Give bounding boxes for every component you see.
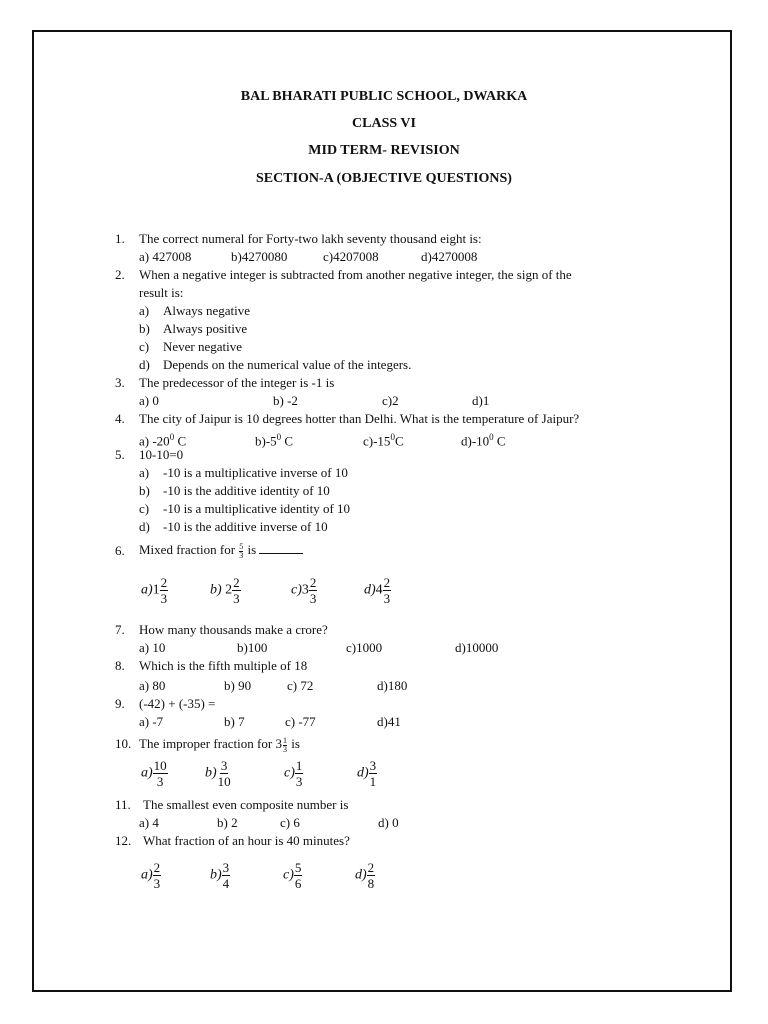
q11-option-b: b) 2: [217, 815, 238, 830]
q9-option-c: c) -77: [285, 714, 316, 729]
q7-option-a: a) 10: [139, 640, 166, 655]
q11-text: The smallest even composite number is: [143, 797, 349, 812]
q5-number: 5.: [115, 447, 125, 462]
q7-option-c: c)1000: [346, 640, 383, 655]
q4-option-d: $d)-10^0$ C: [461, 432, 506, 449]
q6-answer-blank: [259, 542, 303, 554]
q9-option-d: d)41: [377, 714, 401, 729]
q6-option-b: b) 2 $\frac{2}{3}$: [210, 575, 240, 606]
q5-option-b: -10 is the additive identity of 10: [163, 483, 330, 498]
q2-option-a-label: a): [139, 303, 150, 318]
q12-option-d: d) $\frac{2}{8}$: [355, 860, 375, 891]
q11-option-a: a) 4: [139, 815, 159, 830]
q1-option-c: c)4207008: [323, 249, 379, 264]
q9-text: (-42) + (-35) =: [139, 696, 216, 711]
q10-number: 10.: [115, 736, 132, 751]
q12-option-b: b) $\frac{3}{4}$: [210, 860, 230, 891]
q10-option-c: c) $\frac{1}{3}$: [284, 758, 303, 789]
q8-option-b: b) 90: [224, 678, 252, 693]
q5-text: 10-10=0: [139, 447, 184, 462]
q2-text-continued: result is:: [139, 285, 184, 300]
q10-inline-fraction: $\frac{1}{3}$: [282, 735, 287, 754]
school-name: BAL BHARATI PUBLIC SCHOOL, DWARKA: [240, 89, 528, 104]
q2-option-d: Depends on the numerical value of the integers.: [163, 357, 412, 372]
q3-option-c: c)2: [382, 393, 399, 408]
q2-option-b: Always positive: [163, 321, 248, 336]
q3-option-d: d)1: [472, 393, 490, 408]
q7-option-d: d)10000: [455, 640, 499, 655]
q8-option-d: d)180: [377, 678, 408, 693]
exam-title: MID TERM- REVISION: [308, 143, 460, 158]
q10-option-a: a) $\frac{10}{3}$: [141, 758, 167, 789]
q8-number: 8.: [115, 658, 125, 673]
q3-number: 3.: [115, 375, 125, 390]
q2-text: When a negative integer is subtracted from another negative integer, the sign of the: [139, 267, 572, 282]
q1-option-a: a) 427008: [139, 249, 192, 264]
q9-number: 9.: [115, 696, 125, 711]
q8-option-a: a) 80: [139, 678, 166, 693]
q3-option-b: b) -2: [273, 393, 298, 408]
q12-number: 12.: [115, 833, 132, 848]
q1-option-d: d)4270008: [421, 249, 478, 264]
q2-number: 2.: [115, 267, 125, 282]
q5-option-d-label: d): [139, 519, 150, 534]
q10-text: The improper fraction for 3 $\frac{1}{3}$ is: [139, 735, 300, 754]
q12-option-a: a) $\frac{2}{3}$: [141, 860, 161, 891]
q12-option-c: c) $\frac{5}{6}$: [283, 860, 302, 891]
q4-number: 4.: [115, 411, 125, 426]
q3-option-a: a) 0: [139, 393, 159, 408]
q11-option-d: d) 0: [378, 815, 399, 830]
q4-option-a: a) $-20^0$ C: [139, 432, 187, 449]
q11-number: 11.: [115, 797, 131, 812]
q7-number: 7.: [115, 622, 125, 637]
q5-option-b-label: b): [139, 483, 150, 498]
q10-option-d: d) $\frac{3}{1}$: [357, 758, 377, 789]
q2-option-c: Never negative: [163, 339, 243, 354]
q6-option-d: d)4 $\frac{2}{3}$: [364, 575, 391, 606]
q1-number: 1.: [115, 231, 125, 246]
q6-number: 6.: [115, 543, 125, 558]
q2-option-d-label: d): [139, 357, 150, 372]
q2-option-a: Always negative: [163, 303, 251, 318]
q10-option-b: b) $\frac{3}{10}$: [205, 758, 231, 789]
q4-option-b: $b)-5^0$ C: [255, 432, 294, 449]
q4-option-c: $c)-15^0C$: [363, 432, 404, 449]
q8-option-c: c) 72: [287, 678, 314, 693]
q3-text: The predecessor of the integer is -1 is: [139, 375, 335, 390]
q5-option-c: -10 is a multiplicative identity of 10: [163, 501, 351, 516]
q4-text: The city of Jaipur is 10 degrees hotter than Delhi. What is the temperature of Jaipur?: [139, 411, 580, 426]
class-title: CLASS VI: [352, 116, 416, 131]
q2-option-c-label: c): [139, 339, 150, 354]
q5-option-a: -10 is a multiplicative inverse of 10: [163, 465, 348, 480]
q11-option-c: c) 6: [280, 815, 300, 830]
q5-option-a-label: a): [139, 465, 150, 480]
q6-text: Mixed fraction for $\frac{5}{3}$ is: [139, 538, 303, 562]
q6-inline-fraction: $\frac{5}{3}$: [239, 541, 244, 560]
q5-option-c-label: c): [139, 501, 150, 516]
q5-option-d: -10 is the additive inverse of 10: [163, 519, 328, 534]
q12-text: What fraction of an hour is 40 minutes?: [143, 833, 350, 848]
q1-option-b: b)4270080: [231, 249, 288, 264]
q7-option-b: b)100: [237, 640, 268, 655]
q2-option-b-label: b): [139, 321, 150, 336]
q7-text: How many thousands make a crore?: [139, 622, 328, 637]
q6-option-c: c)3 $\frac{2}{3}$: [291, 575, 317, 606]
section-title: SECTION-A (OBJECTIVE QUESTIONS): [256, 171, 512, 186]
q1-text: The correct numeral for Forty-two lakh seventy thousand eight is:: [139, 231, 482, 246]
q6-option-a: a)1 $\frac{2}{3}$: [141, 575, 168, 606]
q8-text: Which is the fifth multiple of 18: [139, 658, 308, 673]
q9-option-a: a) -7: [139, 714, 164, 729]
q9-option-b: b) 7: [224, 714, 245, 729]
